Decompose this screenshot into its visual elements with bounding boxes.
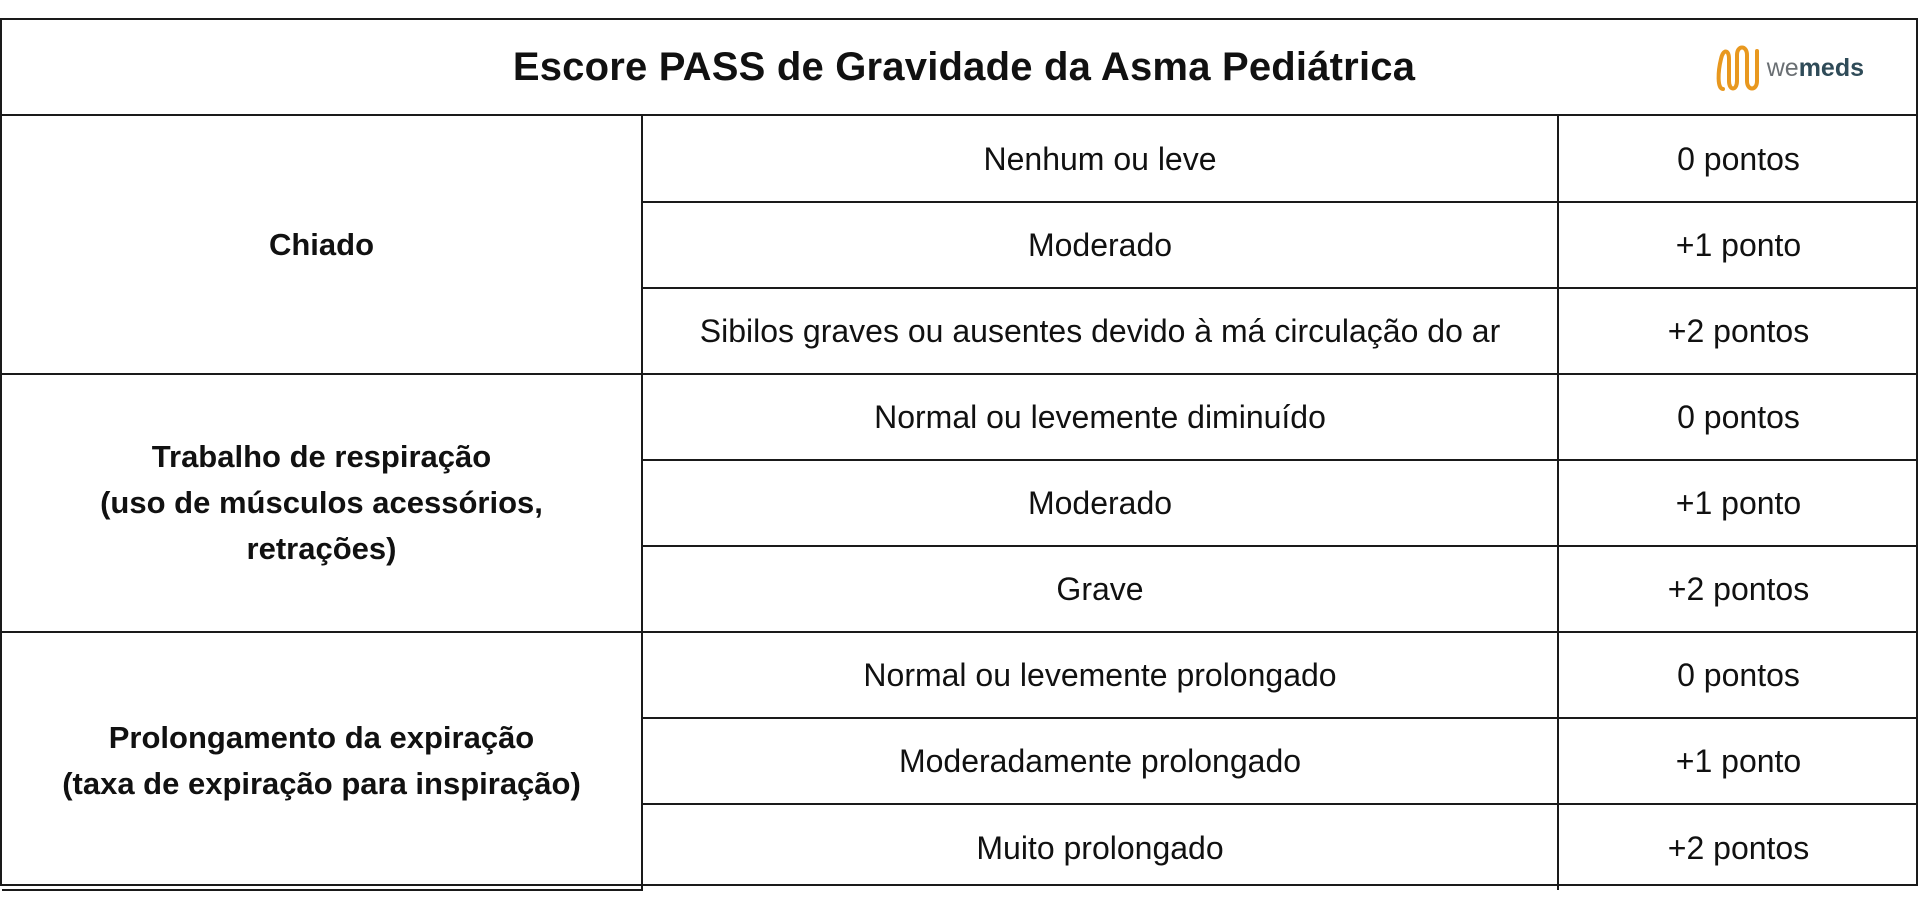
criterion-cell: Normal ou levemente prolongado [642, 632, 1558, 718]
category-cell-wheeze [2, 116, 642, 374]
points-cell: +2 pontos [1558, 804, 1918, 890]
category-label: Prolongamento da expiração [108, 720, 535, 755]
points-cell: 0 pontos [1558, 116, 1918, 202]
points-cell: 0 pontos [1558, 374, 1918, 460]
criterion-cell: Grave [642, 546, 1558, 632]
category-cell-expiration [2, 632, 642, 890]
category-cell-work-of-breathing [2, 374, 642, 632]
wemeds-logo-mark-icon [1715, 41, 1761, 95]
criterion-cell: Moderado [642, 460, 1558, 546]
points-cell: +2 pontos [1558, 288, 1918, 374]
criterion-cell: Muito prolongado [642, 804, 1558, 890]
table-row [2, 116, 1918, 202]
category-label: (taxa de expiração para inspiração) [62, 766, 581, 801]
table-row [2, 374, 1918, 460]
criterion-cell: Moderado [642, 202, 1558, 288]
points-cell: +1 ponto [1558, 718, 1918, 804]
category-label: (uso de músculos acessórios, [100, 485, 543, 520]
wemeds-logo-text [1767, 54, 1864, 83]
logo-text-meds: meds [1798, 53, 1864, 82]
pass-score-table [0, 18, 1918, 886]
category-label: Chiado [268, 226, 375, 262]
criterion-cell: Sibilos graves ou ausentes devido à má circulação do ar [642, 288, 1558, 374]
criterion-cell: Normal ou levemente diminuído [642, 374, 1558, 460]
wemeds-logo [1715, 40, 1864, 96]
table-title: Escore PASS de Gravidade da Asma Pediátrica [512, 44, 1416, 89]
points-cell: +2 pontos [1558, 546, 1918, 632]
points-cell: 0 pontos [1558, 632, 1918, 718]
criterion-cell: Nenhum ou leve [642, 116, 1558, 202]
points-cell: +1 ponto [1558, 460, 1918, 546]
score-grid [2, 116, 1918, 891]
title-row [2, 20, 1916, 116]
criterion-cell: Moderadamente prolongado [642, 718, 1558, 804]
logo-text-we: we [1766, 53, 1799, 82]
table-row [2, 632, 1918, 718]
category-label: retrações) [246, 531, 397, 566]
category-label: Trabalho de respiração [151, 439, 492, 474]
points-cell: +1 ponto [1558, 202, 1918, 288]
